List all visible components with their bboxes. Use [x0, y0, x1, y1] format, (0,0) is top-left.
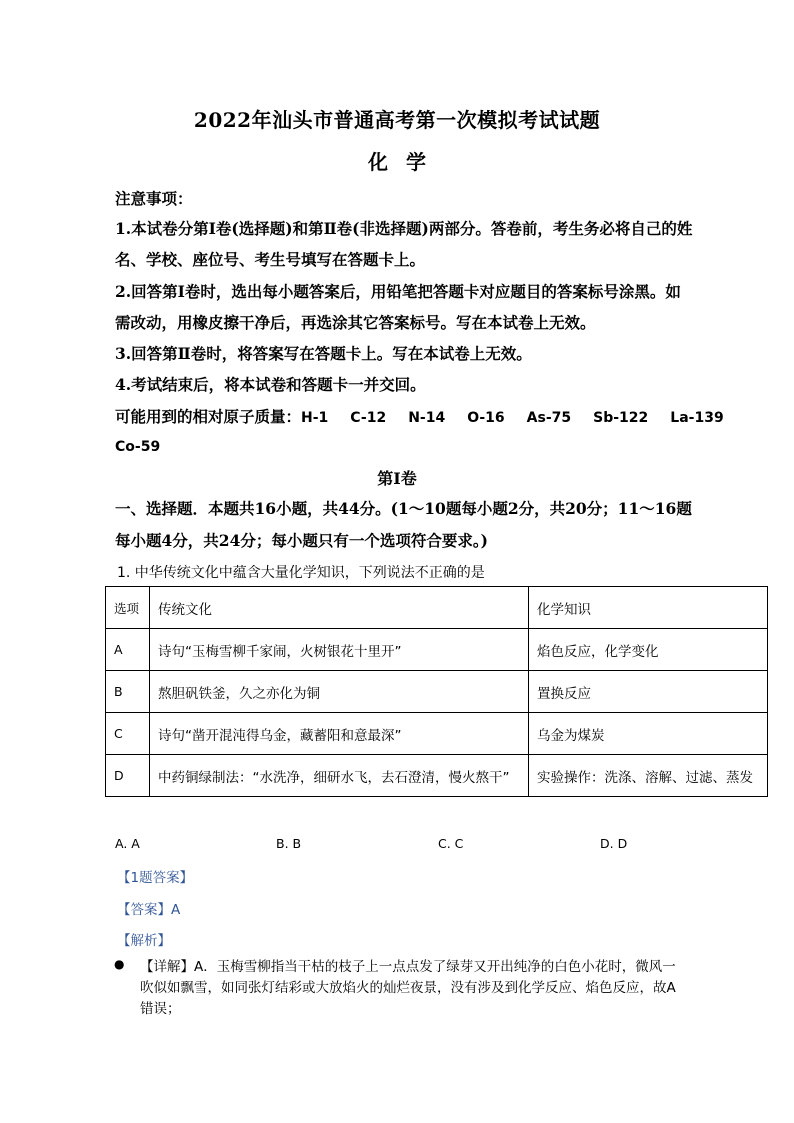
header-knowledge: 化学知识 — [529, 587, 768, 629]
mass-o: O-16 — [467, 410, 505, 426]
atomic-masses-line-2 — [115, 436, 182, 455]
notice-line-4: 需改动，用橡皮擦干净后，再选涂其它答案标号。写在本试卷上无效。 — [115, 313, 596, 332]
mass-h: H-1 — [301, 410, 329, 426]
mass-la: La-139 — [670, 410, 724, 426]
question-1-table — [105, 586, 768, 797]
row-knowledge: 置换反应 — [529, 671, 768, 713]
option-d: D. D — [600, 836, 628, 851]
notice-line-5: 3.回答第Ⅱ卷时，将答案写在答题卡上。写在本试卷上无效。 — [115, 344, 532, 363]
section-intro-1: 一、选择题．本题共16小题，共44分。(1～10题每小题2分，共20分；11～16题 — [115, 499, 692, 518]
detail-line-3: 错误； — [140, 1001, 181, 1017]
mass-as: As-75 — [526, 410, 572, 426]
section-intro-2: 每小题4分，共24分；每小题只有一个选项符合要求。) — [115, 531, 488, 550]
bullet-icon: ● — [114, 957, 125, 971]
table-row — [106, 755, 768, 797]
row-knowledge: 乌金为煤炭 — [529, 713, 768, 755]
exam-title: 2022年汕头市普通高考第一次模拟考试试题 — [193, 108, 601, 132]
option-b: B. B — [276, 836, 302, 851]
analysis-tag: 【解析】 — [117, 933, 171, 949]
row-option: B — [106, 671, 150, 713]
atomic-masses-label: 可能用到的相对原子质量： — [115, 407, 302, 426]
row-option: A — [106, 629, 150, 671]
mass-c: C-12 — [350, 410, 387, 426]
mass-n: N-14 — [408, 410, 446, 426]
notice-line-2: 名、学校、座位号、考生号填写在答题卡上。 — [115, 250, 426, 269]
notice-heading: 注意事项： — [115, 189, 193, 208]
row-knowledge: 焰色反应，化学变化 — [529, 629, 768, 671]
row-culture: 熬胆矾铁釜，久之亦化为铜 — [150, 671, 529, 713]
table-row — [106, 671, 768, 713]
row-option: C — [106, 713, 150, 755]
atomic-masses-line — [115, 405, 746, 427]
notice-line-3: 2.回答第Ⅰ卷时，选出每小题答案后，用铅笔把答题卡对应题目的答案标号涂黑。如 — [115, 282, 681, 301]
table-row — [106, 629, 768, 671]
row-culture: 诗句“玉梅雪柳千家闹，火树银花十里开” — [150, 629, 529, 671]
answer-tag: 【1题答案】 — [117, 870, 194, 886]
row-culture: 中药铜绿制法：“水洗净，细研水飞，去石澄清，慢火熬干” — [150, 755, 529, 797]
header-culture: 传统文化 — [150, 587, 529, 629]
question-1-stem: 1. 中华传统文化中蕴含大量化学知识，下列说法不正确的是 — [117, 565, 485, 581]
row-option: D — [106, 755, 150, 797]
detail-line-2: 吹似如飘雪，如同张灯结彩或大放焰火的灿烂夜景，没有涉及到化学反应、焰色反应，故A — [140, 980, 676, 996]
detail-line-1: 【详解】A．玉梅雪柳指当干枯的枝子上一点点发了绿芽又开出纯净的白色小花时，微风一 — [140, 959, 676, 975]
table-header-row — [106, 587, 768, 629]
header-option: 选项 — [106, 587, 150, 629]
mass-sb: Sb-122 — [593, 410, 649, 426]
row-knowledge: 实验操作：洗涤、溶解、过滤、蒸发 — [529, 755, 768, 797]
section-heading: 第Ⅰ卷 — [377, 469, 417, 488]
table-row — [106, 713, 768, 755]
notice-line-1: 1.本试卷分第Ⅰ卷(选择题)和第Ⅱ卷(非选择题)两部分。答卷前，考生务必将自己的姓 — [115, 219, 693, 238]
row-culture: 诗句“凿开混沌得乌金，藏蓄阳和意最深” — [150, 713, 529, 755]
notice-line-6: 4.考试结束后，将本试卷和答题卡一并交回。 — [115, 375, 426, 394]
option-a: A. A — [115, 836, 140, 851]
subject-title: 化学 — [368, 150, 444, 174]
option-c: C. C — [438, 836, 464, 851]
answer-text: 【答案】A — [117, 902, 181, 918]
mass-co: Co-59 — [115, 439, 161, 455]
